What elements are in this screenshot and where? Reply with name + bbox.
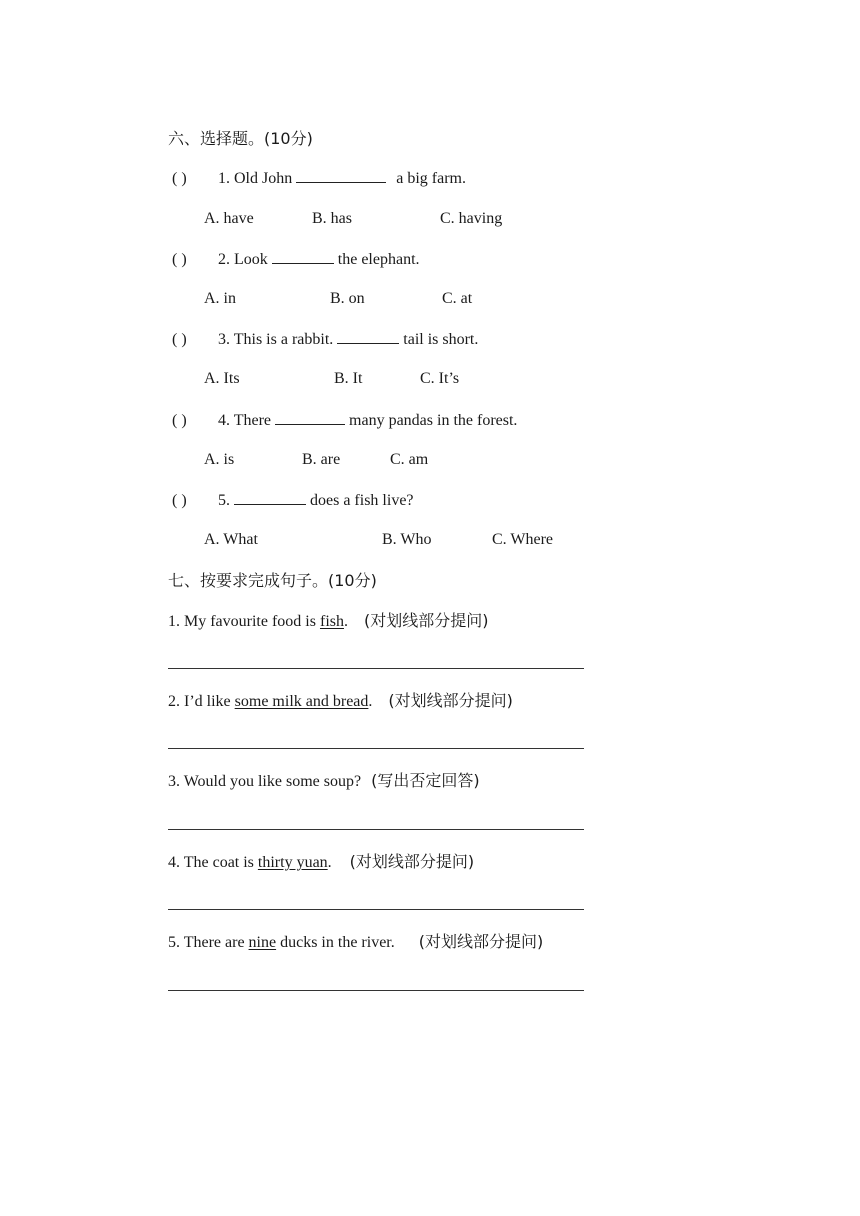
- answer-line[interactable]: [168, 748, 584, 749]
- fill-blank[interactable]: [275, 410, 345, 425]
- sentence-end: .: [327, 854, 332, 871]
- underlined-part: thirty yuan: [257, 854, 328, 871]
- sentence-text: 4. The coat is: [168, 854, 258, 871]
- question-text-after: the elephant.: [337, 251, 420, 268]
- question-text-after: does a fish live?: [310, 492, 414, 509]
- question-5: [172, 490, 414, 512]
- question-number: 4.: [218, 412, 230, 429]
- sentence-2: [168, 690, 513, 713]
- question-text-before: This is a rabbit.: [233, 331, 334, 348]
- sentence-4: [168, 851, 474, 874]
- question-number: 2.: [218, 251, 230, 268]
- option-b[interactable]: B. on: [330, 290, 365, 307]
- question-3: [172, 329, 478, 351]
- sentence-text: 5. There are: [168, 934, 249, 951]
- question-number: 5.: [218, 492, 230, 509]
- answer-paren[interactable]: ( ): [172, 492, 187, 509]
- answer-line[interactable]: [168, 829, 584, 830]
- option-b[interactable]: B. has: [312, 210, 352, 227]
- sentence-text: 2. I’d like: [168, 693, 235, 710]
- underlined-part: fish: [319, 613, 344, 630]
- option-a[interactable]: A. have: [204, 210, 254, 227]
- question-4: [172, 410, 517, 432]
- option-c[interactable]: C. Where: [492, 531, 554, 548]
- question-text-after: many pandas in the forest.: [349, 412, 518, 429]
- option-b[interactable]: B. are: [302, 451, 341, 468]
- option-c[interactable]: C. It’s: [420, 370, 460, 387]
- option-b[interactable]: B. It: [334, 370, 363, 387]
- sentence-5: [168, 931, 543, 954]
- answer-line[interactable]: [168, 990, 584, 991]
- option-a[interactable]: A. is: [204, 451, 235, 468]
- option-a[interactable]: A. Its: [204, 370, 240, 387]
- underlined-part: nine: [248, 934, 277, 951]
- sentence-text: 3. Would you like some soup?: [168, 773, 362, 790]
- fill-blank[interactable]: [337, 329, 399, 344]
- underlined-part: some milk and bread: [234, 693, 369, 710]
- sentence-end: ducks in the river.: [276, 934, 395, 951]
- instruction-hint: (对划线部分提问): [388, 691, 513, 710]
- question-text-before: Look: [234, 251, 268, 268]
- option-c[interactable]: C. at: [442, 290, 473, 307]
- instruction-hint: (对划线部分提问): [349, 852, 475, 871]
- option-a[interactable]: A. What: [204, 531, 258, 548]
- answer-paren[interactable]: ( ): [172, 331, 187, 348]
- answer-paren[interactable]: ( ): [172, 170, 187, 187]
- answer-paren[interactable]: ( ): [172, 251, 187, 268]
- question-text-after: tail is short.: [403, 331, 479, 348]
- question-text-after: a big farm.: [396, 170, 466, 187]
- answer-line[interactable]: [168, 909, 584, 910]
- question-1: [172, 168, 466, 190]
- option-c[interactable]: C. am: [390, 451, 429, 468]
- question-number: 1.: [218, 170, 230, 187]
- option-c[interactable]: C. having: [440, 210, 503, 227]
- option-a[interactable]: A. in: [204, 290, 236, 307]
- question-number: 3.: [218, 331, 230, 348]
- question-text-before: There: [233, 412, 272, 429]
- sentence-end: .: [343, 613, 348, 630]
- section7-title: 七、按要求完成句子。(10分): [168, 571, 377, 590]
- fill-blank[interactable]: [272, 249, 334, 264]
- sentence-1: [168, 610, 488, 633]
- section6-title: 六、选择题。(10分): [168, 129, 313, 148]
- option-b[interactable]: B. Who: [382, 531, 432, 548]
- answer-line[interactable]: [168, 668, 584, 669]
- instruction-hint: (对划线部分提问): [418, 932, 544, 951]
- instruction-hint: (对划线部分提问): [363, 611, 489, 630]
- fill-blank[interactable]: [234, 490, 306, 505]
- question-text-before: Old John: [234, 170, 293, 187]
- sentence-3: [168, 770, 480, 793]
- question-2: [172, 249, 420, 271]
- instruction-hint: (写出否定回答): [371, 771, 480, 790]
- sentence-end: .: [368, 693, 373, 710]
- fill-blank[interactable]: [296, 168, 386, 183]
- answer-paren[interactable]: ( ): [172, 412, 187, 429]
- sentence-text: 1. My favourite food is: [168, 613, 320, 630]
